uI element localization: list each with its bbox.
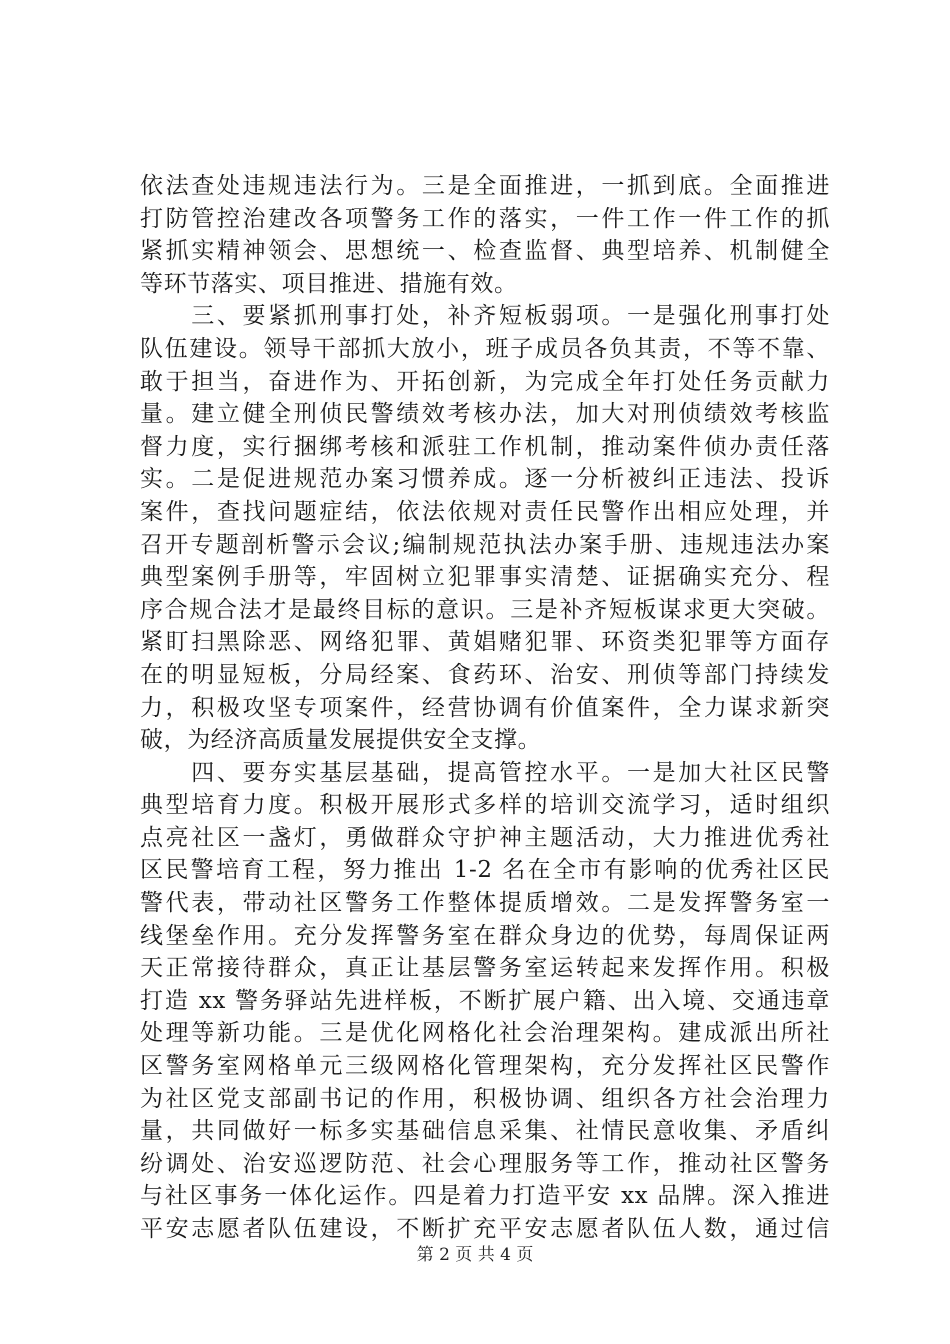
text-line: 天正常接待群众，真正让基层警务室运转起来发挥作用。积极	[140, 955, 830, 982]
text-line: 案件，查找问题症结，依法依规对责任民警作出相应处理，并	[140, 498, 830, 525]
text-line: 平安志愿者队伍建设，不断扩充平安志愿者队伍人数，通过信	[140, 1216, 830, 1242]
text-line: 打造 xx 警务驿站先进样板，不断扩展户籍、出入境、交通违章	[140, 987, 830, 1014]
text-line: 区警务室网格单元三级网格化管理架构，充分发挥社区民警作	[140, 1053, 830, 1080]
text-line: 召开专题剖析警示会议;编制规范执法办案手册、违规违法办案	[140, 531, 830, 558]
text-line: 线堡垒作用。充分发挥警务室在群众身边的优势，每周保证两	[140, 922, 830, 949]
section-heading-line: 四、要夯实基层基础，提高管控水平。一是加大社区民警	[140, 759, 830, 786]
text-line: 典型案例手册等，牢固树立犯罪事实清楚、证据确实充分、程	[140, 564, 830, 591]
text-line: 紧抓实精神领会、思想统一、检查监督、典型培养、机制健全	[140, 238, 830, 265]
section-heading-line: 三、要紧抓刑事打处，补齐短板弱项。一是强化刑事打处	[140, 303, 830, 330]
text-line: 量，共同做好一标多实基础信息采集、社情民意收集、矛盾纠	[140, 1118, 830, 1145]
text-line: 处理等新功能。三是优化网格化社会治理架构。建成派出所社	[140, 1020, 830, 1047]
text-line: 点亮社区一盏灯，勇做群众守护神主题活动，大力推进优秀社	[140, 824, 830, 851]
text-line: 力，积极攻坚专项案件，经营协调有价值案件，全力谋求新突	[140, 694, 830, 721]
text-line: 队伍建设。领导干部抓大放小，班子成员各负其责，不等不靠、	[140, 335, 830, 362]
text-line: 在的明显短板，分局经案、食药环、治安、刑侦等部门持续发	[140, 661, 830, 688]
text-line: 破，为经济高质量发展提供安全支撑。	[140, 727, 542, 754]
text-line: 量。建立健全刑侦民警绩效考核办法，加大对刑侦绩效考核监	[140, 401, 830, 428]
text-line: 依法查处违规违法行为。三是全面推进，一抓到底。全面推进	[140, 173, 830, 199]
text-line: 序合规合法才是最终目标的意识。三是补齐短板谋求更大突破。	[140, 596, 830, 623]
text-line: 与社区事务一体化运作。四是着力打造平安 xx 品牌。深入推进	[140, 1183, 830, 1210]
text-line: 打防管控治建改各项警务工作的落实，一件工作一件工作的抓	[140, 205, 830, 232]
text-line: 实。二是促进规范办案习惯养成。逐一分析被纠正违法、投诉	[140, 466, 830, 493]
body-text	[140, 170, 830, 1246]
text-line: 警代表，带动社区警务工作整体提质增效。二是发挥警务室一	[140, 890, 830, 917]
text-line: 为社区党支部副书记的作用，积极协调、组织各方社会治理力	[140, 1085, 830, 1112]
text-line: 督力度，实行捆绑考核和派驻工作机制，推动案件侦办责任落	[140, 433, 830, 460]
text-line: 敢于担当，奋进作为、开拓创新，为完成全年打处任务贡献力	[140, 368, 830, 395]
text-line: 纷调处、治安巡逻防范、社会心理服务等工作，推动社区警务	[140, 1150, 830, 1177]
text-line: 紧盯扫黑除恶、网络犯罪、黄娼赌犯罪、环资类犯罪等方面存	[140, 629, 830, 656]
page-number-footer: 第 2 页 共 4 页	[416, 1245, 534, 1265]
text-line: 区民警培育工程，努力推出 1-2 名在全市有影响的优秀社区民	[140, 857, 830, 884]
text-line: 典型培育力度。积极开展形式多样的培训交流学习，适时组织	[140, 792, 830, 819]
text-line: 等环节落实、项目推进、措施有效。	[140, 270, 518, 297]
